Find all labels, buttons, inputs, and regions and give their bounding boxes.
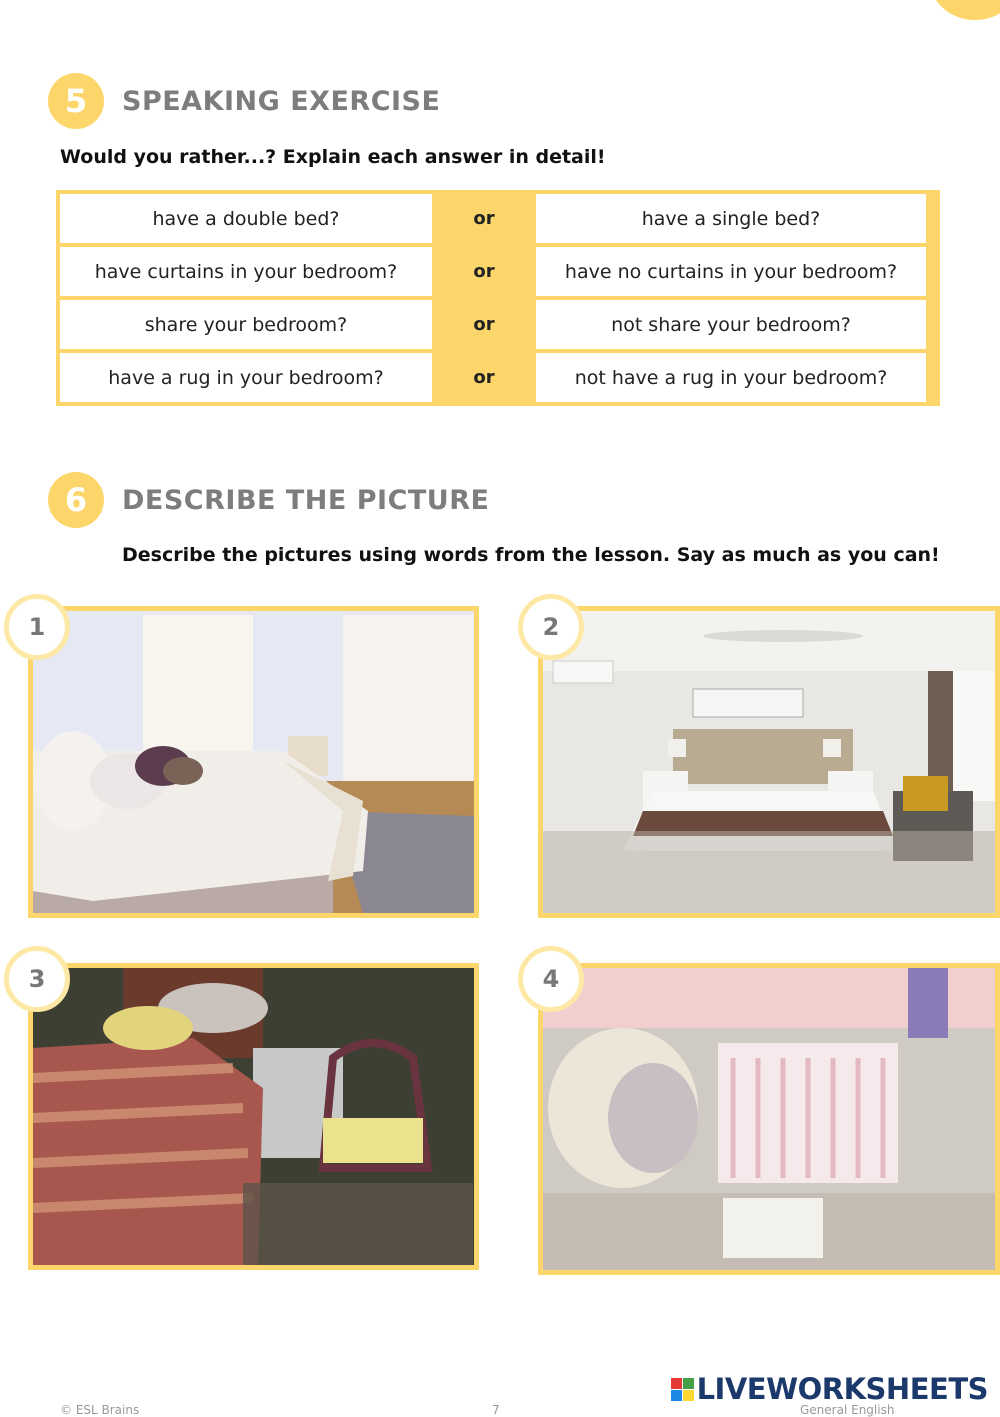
table-row — [60, 353, 936, 402]
option-right: have no curtains in your bedroom? — [536, 247, 926, 296]
bedroom-photo-3 — [28, 963, 479, 1270]
section-5-heading — [48, 73, 440, 129]
bedroom-photo-2 — [538, 606, 1000, 918]
section-title: SPEAKING EXERCISE — [122, 85, 441, 117]
or-label: or — [473, 208, 495, 229]
section-number-badge: 6 — [48, 472, 104, 528]
bedroom-photo-1 — [28, 606, 479, 918]
footer-page-number: 7 — [492, 1403, 500, 1417]
option-left: share your bedroom? — [60, 300, 432, 349]
option-right: not share your bedroom? — [536, 300, 926, 349]
table-row — [60, 247, 936, 296]
or-label: or — [473, 314, 495, 335]
bedroom-photo-4 — [538, 963, 1000, 1275]
would-you-rather-table — [56, 190, 940, 406]
or-label: or — [473, 367, 495, 388]
table-row — [60, 300, 936, 349]
option-left: have a double bed? — [60, 194, 432, 243]
picture-number-badge: 2 — [518, 594, 584, 660]
picture-number-badge: 4 — [518, 946, 584, 1012]
section-title: DESCRIBE THE PICTURE — [122, 484, 490, 516]
option-right: not have a rug in your bedroom? — [536, 353, 926, 402]
option-left: have curtains in your bedroom? — [60, 247, 432, 296]
liveworksheets-logo-icon — [671, 1378, 694, 1401]
option-left: have a rug in your bedroom? — [60, 353, 432, 402]
section-instruction: Would you rather...? Explain each answer in detail! — [60, 146, 606, 168]
footer-course: General English — [800, 1403, 895, 1417]
section-number-badge: 5 — [48, 73, 104, 129]
liveworksheets-logo-text: LIVEWORKSHEETS — [696, 1372, 988, 1406]
or-label: or — [473, 261, 495, 282]
footer-copyright: © ESL Brains — [60, 1403, 140, 1417]
table-row — [60, 194, 936, 243]
section-6-heading — [48, 472, 489, 528]
corner-decoration — [930, 0, 1000, 20]
section-instruction: Describe the pictures using words from the lesson. Say as much as you can! — [122, 544, 940, 566]
picture-number-badge: 3 — [4, 946, 70, 1012]
picture-number-badge: 1 — [4, 594, 70, 660]
option-right: have a single bed? — [536, 194, 926, 243]
liveworksheets-logo[interactable] — [671, 1372, 988, 1406]
